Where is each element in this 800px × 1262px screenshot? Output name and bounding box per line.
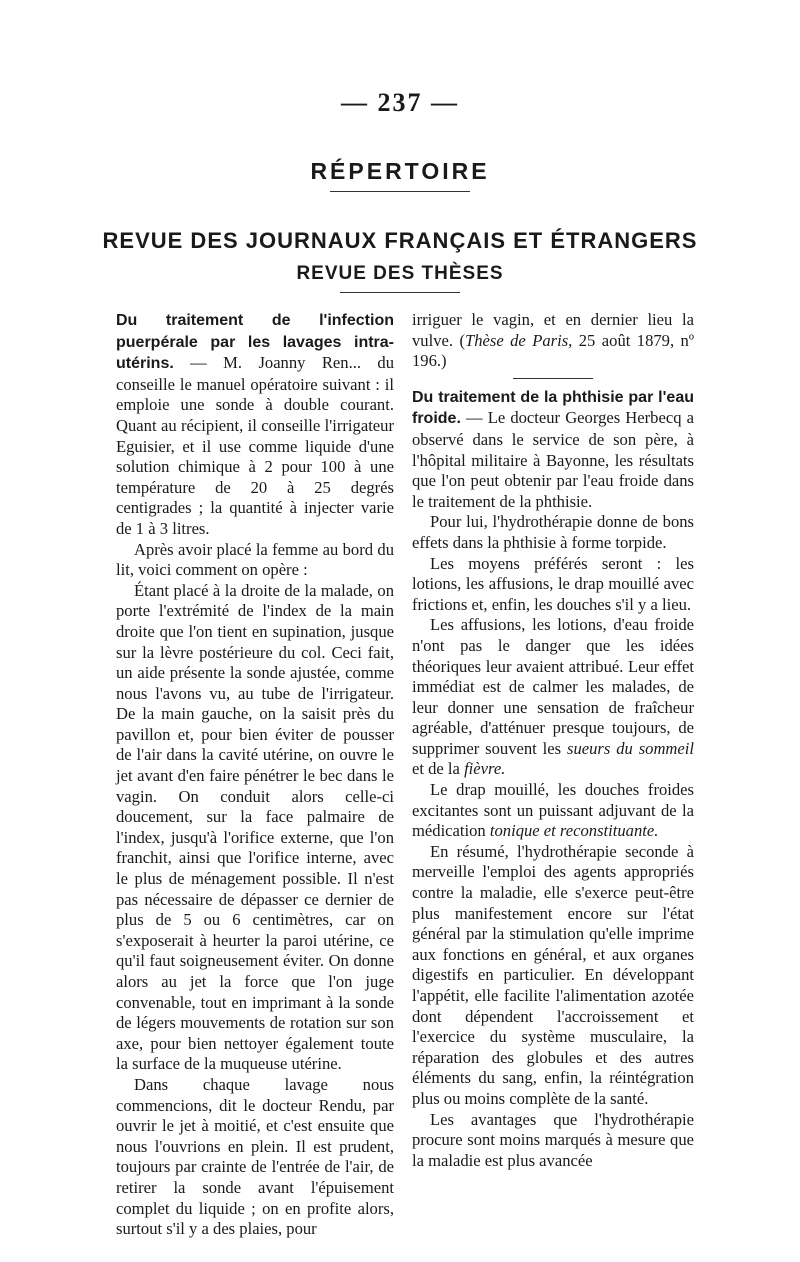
article1-citation: Thèse de Paris, bbox=[464, 330, 573, 350]
article2-paragraph: Les avantages que l'hydrothérapie procure sont moins marqués à mesure que la maladie est plus avancée bbox=[412, 1109, 694, 1170]
article2-paragraph bbox=[412, 615, 694, 780]
article2-paragraph bbox=[412, 387, 694, 513]
article1-paragraph: Étant placé à la droite de la malade, on porte l'extrémité de l'index de la main droite que l'on tient en supination, jusque sur la lèvre postérieure du col. Ceci fait, un aide présente la sonde ajustée, comme nous l'avons vu, au tube de l'irrigateur. De la main gauche, on la saisit près du pavillon et, pour bien éviter de pousser de l'air dans la cavité utérine, on ouvre le jet avant d'en faire pénétrer le bec dans le vagin. On conduit alors celle-ci doucement, sur la face palmaire de l'index, jusqu'à l'orifice externe, que l'on franchit, ainsi que l'orifice interne, avec le plus de ménagement possible. Il n'est pas nécessaire de dépasser ce dernier de plus de 5 ou 6 centimètres, car on s'exposerait à heurter la paroi utérine, ce qu'il faut soigneusement éviter. On donne alors au jet la force que l'on juge convenable, tout en imprimant à la sonde de légers mouvements de rotation sur son axe, pour bien nettoyer également toute la surface de la muqueuse utérine. bbox=[116, 580, 394, 1074]
article2-title: Du traitement de la phthisie par l'eau froide. bbox=[412, 388, 694, 428]
right-column bbox=[412, 310, 694, 1171]
article2-paragraph: Pour lui, l'hydrothérapie donne de bons effets dans la phthisie à forme torpide. bbox=[412, 512, 694, 552]
section-heading-repertoire: RÉPERTOIRE bbox=[310, 158, 490, 184]
left-column bbox=[116, 310, 394, 1240]
article2-text: Le drap mouillé, les douches froides excitantes sont un puissant adjuvant de la médication bbox=[412, 780, 694, 841]
article2-text: — Le docteur Georges Herbecq a observé dans le service de son père, à l'hôpital militaire à Bayonne, les résultats que l'on peut obtenir par l'eau froide dans le traitement de la phthisie. bbox=[412, 408, 694, 511]
article1-citation-rest: 25 août 1879, nº 196.) bbox=[412, 330, 694, 371]
article2-emphasis: sueurs du sommeil bbox=[567, 738, 694, 758]
article1-title: Du traitement de l'infection puerpérale par les lavages intra-utérins. bbox=[116, 312, 394, 373]
divider bbox=[340, 292, 460, 293]
article2-paragraph: Les moyens préférés seront : les lotions, les affusions, le drap mouillé avec frictions et, enfin, les douches s'il y a lieu. bbox=[412, 553, 694, 614]
section-heading-revue-journaux: REVUE DES JOURNAUX FRANÇAIS ET ÉTRANGERS bbox=[102, 228, 698, 253]
section-heading-revue-theses: REVUE DES THÈSES bbox=[296, 263, 504, 284]
article2-text: et de la bbox=[412, 759, 465, 779]
article2-emphasis: tonique et reconstituante. bbox=[489, 821, 659, 841]
page-number: — 237 — bbox=[341, 88, 459, 117]
article2-paragraph: En résumé, l'hydrothérapie seconde à merveille l'emploi des agents appropriés contre la maladie, elle s'exerce peut-être plus manifestement encore sur l'état général par la stimulation qu'elle imprime aux fonctions en général, et aux organes digestifs en particulier. En développant l'appétit, elle facilite l'alimentation azotée dont dépendent l'accroissement et l'exercice du système musculaire, la réparation des globules et des autres éléments du sang, enfin, la réintégration plus ou moins complète de la santé. bbox=[412, 841, 694, 1108]
article2-text: Les affusions, les lotions, d'eau froide n'ont pas le danger que les idées théoriques leur avaient attribué. Leur effet immédiat est de calmer les malades, de leur donner une sensation de fraîcheur agréable, d'atténuer presque toujours, de supprimer souvent les bbox=[412, 615, 694, 758]
article1-text: irriguer le vagin, et en dernier lieu la vulve. bbox=[412, 310, 694, 350]
article1-paragraph: Dans chaque lavage nous commencions, dit le docteur Rendu, par ouvrir le jet à moitié, et c'est ensuite que nous l'ouvrions en plein. Il est prudent, toujours par crainte de l'entrée de l'air, de retirer la sonde avant l'épuisement complet du liquide ; on en profite alors, surtout s'il y a des plaies, pour bbox=[116, 1074, 394, 1239]
divider bbox=[330, 191, 470, 192]
article2-paragraph bbox=[412, 780, 694, 842]
article1-text: — M. Joanny Ren... du conseille le manuel opératoire suivant : il emploie une sonde à double courant. Quant au récipient, il conseille l'irrigateur Eguisier, et il use comme liquide d'une solution chimique à 2 pour 100 à une température de 20 à 25 degrés centigrades ; la quantité à injecter varie de 1 à 3 litres. bbox=[116, 353, 394, 538]
divider bbox=[513, 378, 593, 379]
article1-paragraph bbox=[116, 310, 394, 540]
article1-paragraph: Après avoir placé la femme au bord du lit, voici comment on opère : bbox=[116, 539, 394, 580]
article2-emphasis: fièvre. bbox=[464, 759, 506, 779]
article1-paragraph: irriguer le vagin, et en dernier lieu la vulve. (Thèse de Paris, 25 août 1879, nº 196.) bbox=[412, 310, 694, 371]
